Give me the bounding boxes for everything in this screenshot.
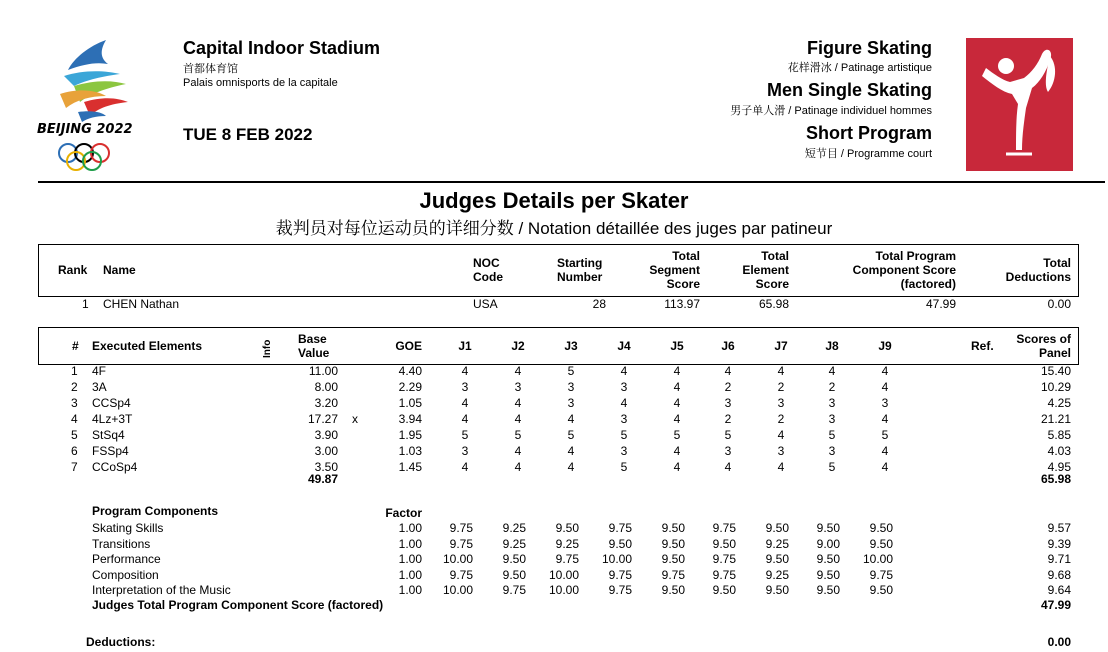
component-panel-score: 9.39 (1047, 536, 1071, 551)
element-base-value: 17.27 (307, 412, 338, 426)
component-judge-score: 9.50 (661, 521, 685, 535)
component-judge-score: 9.75 (661, 567, 685, 582)
col-tss-header: Total Segment Score (649, 249, 700, 291)
element-judge-score: 4 (567, 460, 575, 474)
component-judge-score: 9.50 (816, 583, 840, 597)
component-judge-score: 9.50 (869, 521, 893, 535)
component-judge-score: 9.00 (816, 536, 840, 551)
element-judge-score: 4 (673, 364, 681, 378)
element-goe: 3.94 (398, 412, 422, 426)
component-judge-score: 9.50 (502, 552, 526, 566)
el-base-header: Base Value (298, 332, 330, 360)
element-judge-score: 2 (777, 380, 785, 394)
element-judge-score: 4 (673, 460, 681, 474)
element-judge-score: 4 (777, 460, 785, 474)
element-panel-score: 10.29 (1040, 380, 1071, 394)
element-goe: 4.40 (398, 364, 422, 378)
pcs-total-label: Judges Total Program Component Score (factored) (92, 598, 384, 612)
component-judge-score: 9.75 (608, 521, 632, 535)
skater-deductions: 0.00 (1047, 297, 1071, 311)
skater-tss: 113.97 (664, 297, 700, 311)
element-judge-score: 5 (567, 364, 575, 378)
element-judge-score: 5 (673, 428, 681, 442)
col-rank-header: Rank (58, 263, 88, 277)
skater-pcs: 47.99 (925, 297, 956, 311)
element-judge-score: 4 (461, 364, 469, 378)
event-name: Men Single Skating (766, 80, 932, 100)
element-base-value: 8.00 (314, 380, 338, 394)
deductions-label: Deductions: (86, 635, 156, 649)
element-code: 4F (92, 364, 107, 378)
element-judge-score: 3 (461, 444, 469, 458)
element-number: 1 (71, 364, 78, 378)
sport-name: Figure Skating (806, 38, 932, 58)
skater-tes: 65.98 (758, 297, 789, 311)
component-judge-score: 9.50 (765, 583, 789, 597)
element-judge-score: 5 (620, 460, 628, 474)
component-judge-score: 9.50 (816, 552, 840, 566)
component-factor: 1.00 (398, 567, 422, 582)
el-j3-header: J3 (564, 339, 578, 353)
element-number: 3 (71, 396, 78, 410)
component-judge-score: 9.25 (555, 536, 579, 551)
component-judge-score: 9.50 (502, 567, 526, 582)
element-judge-score: 4 (673, 396, 681, 410)
element-judge-score: 4 (514, 444, 522, 458)
page-subtitle: 裁判员对每位运动员的详细分数 / Notation détaillée des juges par patineur (275, 219, 833, 238)
component-panel-score: 9.57 (1047, 521, 1071, 535)
component-judge-score: 9.50 (712, 583, 736, 597)
col-noc-header: NOC Code (473, 256, 503, 284)
component-factor: 1.00 (398, 552, 422, 566)
element-judge-score: 3 (724, 444, 732, 458)
element-judge-score: 3 (514, 380, 522, 394)
component-name: Skating Skills (92, 521, 164, 535)
element-number: 6 (71, 444, 78, 458)
element-judge-score: 4 (881, 380, 889, 394)
element-judge-score: 5 (828, 460, 836, 474)
element-bonus-marker: x (352, 412, 358, 426)
element-code: CCoSp4 (92, 460, 138, 474)
element-judge-score: 2 (777, 412, 785, 426)
el-j6-header: J6 (721, 339, 735, 353)
element-judge-score: 4 (514, 396, 522, 410)
sport-name-sub: 花样滑冰 / Patinage artistique (787, 62, 932, 74)
component-panel-score: 9.68 (1047, 567, 1071, 582)
component-name: Performance (92, 552, 161, 566)
element-judge-score: 3 (828, 396, 836, 410)
element-code: 3A (92, 380, 107, 394)
element-judge-score: 3 (620, 380, 628, 394)
component-name: Composition (92, 567, 159, 582)
page-title: Judges Details per Skater (419, 188, 689, 213)
element-number: 2 (71, 380, 78, 394)
component-factor: 1.00 (398, 536, 422, 551)
element-judge-score: 4 (828, 364, 836, 378)
element-goe: 1.45 (398, 460, 422, 474)
element-panel-score: 5.85 (1047, 428, 1071, 442)
element-base-value: 3.50 (314, 460, 338, 474)
element-judge-score: 3 (724, 396, 732, 410)
element-judge-score: 2 (724, 412, 732, 426)
element-goe: 1.95 (398, 428, 422, 442)
el-j2-header: J2 (511, 339, 525, 353)
element-judge-score: 2 (828, 380, 836, 394)
beijing-2022-logo (34, 36, 154, 176)
element-judge-score: 5 (724, 428, 732, 442)
element-panel-score: 21.21 (1040, 412, 1071, 426)
component-judge-score: 9.50 (765, 552, 789, 566)
element-goe: 2.29 (398, 380, 422, 394)
component-judge-score: 9.75 (712, 521, 736, 535)
component-judge-score: 10.00 (548, 583, 579, 597)
el-j9-header: J9 (878, 339, 892, 353)
event-date: TUE 8 FEB 2022 (183, 125, 313, 144)
component-judge-score: 10.00 (442, 552, 473, 566)
deductions-value: 0.00 (1047, 635, 1071, 649)
element-panel-score: 15.40 (1040, 364, 1071, 378)
element-judge-score: 3 (620, 412, 628, 426)
element-number: 4 (71, 412, 78, 426)
component-judge-score: 9.50 (869, 583, 893, 597)
venue-name-zh: 首都体育馆 (183, 63, 238, 75)
pcs-total: 47.99 (1040, 598, 1071, 612)
element-judge-score: 5 (514, 428, 522, 442)
element-judge-score: 4 (514, 364, 522, 378)
component-judge-score: 9.25 (765, 567, 789, 582)
component-factor: 1.00 (398, 583, 422, 597)
element-score-total: 65.98 (1040, 472, 1071, 486)
element-goe: 1.03 (398, 444, 422, 458)
el-goe-header: GOE (395, 339, 422, 353)
skater-rank: 1 (82, 297, 89, 311)
element-judge-score: 3 (777, 444, 785, 458)
element-code: FSSp4 (92, 444, 129, 458)
component-factor: 1.00 (398, 521, 422, 535)
component-judge-score: 9.25 (502, 536, 526, 551)
skater-noc: USA (473, 297, 498, 311)
element-judge-score: 5 (620, 428, 628, 442)
element-judge-score: 4 (461, 396, 469, 410)
element-judge-score: 3 (828, 444, 836, 458)
element-judge-score: 4 (673, 380, 681, 394)
col-pcs-header: Total Program Component Score (factored) (852, 249, 956, 291)
component-judge-score: 9.25 (502, 521, 526, 535)
element-judge-score: 3 (620, 444, 628, 458)
el-j8-header: J8 (825, 339, 839, 353)
element-panel-score: 4.03 (1047, 444, 1071, 458)
component-judge-score: 9.50 (712, 536, 736, 551)
el-j5-header: J5 (670, 339, 684, 353)
element-judge-score: 4 (620, 364, 628, 378)
header-rule (38, 181, 1105, 183)
element-base-value: 3.20 (314, 396, 338, 410)
component-judge-score: 9.50 (869, 536, 893, 551)
element-judge-score: 3 (881, 396, 889, 410)
segment-name-sub: 短节目 / Programme court (804, 148, 932, 160)
element-judge-score: 5 (461, 428, 469, 442)
element-code: 4Lz+3T (92, 412, 133, 426)
factor-header: Factor (385, 506, 422, 520)
element-judge-score: 3 (828, 412, 836, 426)
component-name: Transitions (92, 536, 151, 551)
components-heading: Program Components (92, 504, 219, 518)
element-judge-score: 4 (461, 460, 469, 474)
element-judge-score: 4 (777, 428, 785, 442)
skater-start-number: 28 (592, 297, 606, 311)
element-panel-score: 4.25 (1047, 396, 1071, 410)
element-goe: 1.05 (398, 396, 422, 410)
segment-name: Short Program (805, 123, 932, 143)
element-panel-score: 4.95 (1047, 460, 1071, 474)
component-judge-score: 9.75 (449, 536, 473, 551)
component-judge-score: 9.75 (712, 567, 736, 582)
element-judge-score: 2 (724, 380, 732, 394)
base-value-total: 49.87 (307, 472, 338, 486)
venue-name-fr: Palais omnisports de la capitale (183, 77, 338, 89)
element-code: StSq4 (92, 428, 125, 442)
component-judge-score: 9.50 (661, 583, 685, 597)
element-judge-score: 4 (673, 412, 681, 426)
element-judge-score: 4 (673, 444, 681, 458)
el-num-header: # (72, 339, 79, 353)
component-judge-score: 10.00 (862, 552, 893, 566)
element-judge-score: 3 (567, 396, 575, 410)
venue-name: Capital Indoor Stadium (183, 38, 381, 58)
component-judge-score: 9.25 (765, 536, 789, 551)
component-judge-score: 9.75 (449, 521, 473, 535)
element-base-value: 11.00 (308, 364, 338, 378)
el-info-header: Info (262, 339, 273, 358)
component-judge-score: 9.50 (555, 521, 579, 535)
component-judge-score: 9.50 (816, 521, 840, 535)
col-ded-header: Total Deductions (1005, 256, 1071, 284)
element-number: 5 (71, 428, 78, 442)
el-j1-header: J1 (458, 339, 472, 353)
el-ref-header: Ref. (971, 339, 994, 353)
el-j4-header: J4 (617, 339, 631, 353)
element-judge-score: 4 (724, 364, 732, 378)
element-base-value: 3.00 (314, 444, 338, 458)
component-panel-score: 9.71 (1047, 552, 1071, 566)
element-judge-score: 4 (881, 364, 889, 378)
component-judge-score: 10.00 (442, 583, 473, 597)
col-tes-header: Total Element Score (742, 249, 789, 291)
col-start-header: Starting Number (557, 256, 603, 284)
element-judge-score: 4 (620, 396, 628, 410)
element-judge-score: 5 (828, 428, 836, 442)
element-judge-score: 4 (461, 412, 469, 426)
el-panel-header: Scores of Panel (1016, 332, 1071, 360)
el-j7-header: J7 (774, 339, 788, 353)
component-judge-score: 9.75 (608, 567, 632, 582)
element-base-value: 3.90 (314, 428, 338, 442)
element-judge-score: 5 (881, 428, 889, 442)
component-judge-score: 9.75 (555, 552, 579, 566)
element-judge-score: 5 (567, 428, 575, 442)
element-judge-score: 4 (881, 412, 889, 426)
skater-name: CHEN Nathan (103, 297, 180, 311)
component-panel-score: 9.64 (1047, 583, 1071, 597)
element-judge-score: 4 (567, 444, 575, 458)
component-judge-score: 9.50 (608, 536, 632, 551)
element-judge-score: 4 (514, 460, 522, 474)
element-judge-score: 3 (777, 396, 785, 410)
component-judge-score: 9.50 (816, 567, 840, 582)
element-judge-score: 4 (724, 460, 732, 474)
logo-wordmark: BEIJING 2022 (37, 122, 133, 137)
el-name-header: Executed Elements (92, 339, 203, 353)
component-judge-score: 9.75 (449, 567, 473, 582)
element-judge-score: 3 (567, 380, 575, 394)
component-judge-score: 9.50 (765, 521, 789, 535)
component-judge-score: 9.75 (608, 583, 632, 597)
event-name-sub: 男子单人滑 / Patinage individuel hommes (730, 105, 932, 117)
component-judge-score: 9.75 (712, 552, 736, 566)
component-judge-score: 9.50 (661, 552, 685, 566)
element-judge-score: 4 (881, 444, 889, 458)
component-judge-score: 9.75 (869, 567, 893, 582)
component-judge-score: 10.00 (548, 567, 579, 582)
component-judge-score: 9.50 (661, 536, 685, 551)
col-name-header: Name (103, 263, 136, 277)
element-code: CCSp4 (92, 396, 131, 410)
component-judge-score: 9.75 (502, 583, 526, 597)
figure-skating-pictogram (966, 38, 1073, 171)
element-number: 7 (71, 460, 78, 474)
element-judge-score: 4 (881, 460, 889, 474)
element-judge-score: 4 (567, 412, 575, 426)
element-judge-score: 4 (777, 364, 785, 378)
element-judge-score: 4 (514, 412, 522, 426)
element-judge-score: 3 (461, 380, 469, 394)
component-judge-score: 10.00 (601, 552, 632, 566)
component-name: Interpretation of the Music (92, 583, 231, 597)
